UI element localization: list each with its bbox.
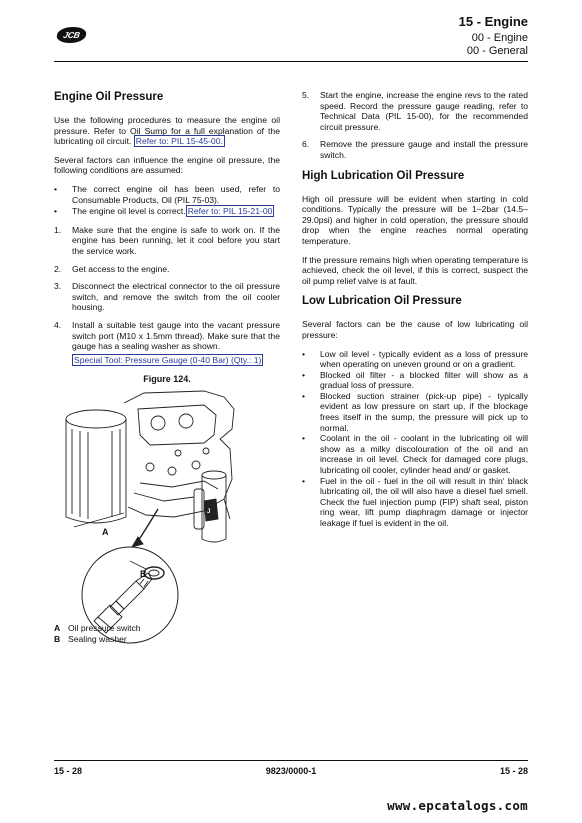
special-tool-link[interactable]: Special Tool: Pressure Gauge (0-40 Bar) (Qty.: 1) [74,354,262,365]
jcb-logo: JCB [55,27,87,43]
oil-filter-icon [66,410,126,523]
procedure-steps [54,225,280,367]
right-column [302,90,528,537]
link-pil-15-21-00[interactable]: Refer to: PIL 15-21-00 [187,206,273,217]
list-item: 1. Make sure that the engine is safe to work on. If the engine has been running, let it cool before you start the service work. [54,224,280,256]
subsection-title: 00 - Engine [471,32,528,44]
legend-item: A Oil pressure switch [54,622,141,633]
procedure-steps-continued [302,90,528,161]
list-item: 2. Get access to the engine. [54,263,170,274]
list-item: 6. Remove the pressure gauge and install the pressure switch. [302,139,528,160]
sealing-washer-icon [144,567,164,579]
engine-oil-pressure-heading: Engine Oil Pressure [54,91,164,103]
watermark-url: www.epcatalogs.com [387,798,528,813]
list-item: • Blocked oil filter - a blocked filter will show as a gradual loss of pressure. [302,369,528,391]
low-pressure-intro: Several factors can be the cause of low lubricating oil pressure: [302,319,528,340]
low-pressure-causes [302,349,528,529]
assumptions-list [54,184,280,217]
high-oil-pressure-heading: High Lubrication Oil Pressure [302,169,465,182]
detail-circle [82,547,178,643]
document-number: 9823/0000-1 [265,766,317,776]
oil-pressure-switch-illustration [54,389,280,689]
list-item: 5. Start the engine, increase the engine revs to the rated speed. Record the pressure gauge reading, refer to Technical Data (PIL 15-00), for the recommended circuit pressure. [302,90,528,132]
list-item: • Low oil level - typically evident as a loss of pressure when operating on uneven ground or on a gradient. [302,348,528,370]
left-column [54,90,280,646]
footer-divider [54,760,528,761]
figure-label-b: B [140,568,147,579]
leader-line-b [130,561,146,569]
factors-paragraph: Several factors can influence the engine oil pressure, the following conditions are assumed: [54,154,280,176]
list-item: 4. Install a suitable test gauge into the vacant pressure switch port (M10 x 1.5mm thread). Make sure that the gauge has a sealing washer as shown. Special Tool: Pressure Gauge (0-40 Bar) (Qty.: 1) [54,319,280,365]
list-item: • Fuel in the oil - fuel in the oil will result in thin' black lubricating oil, the oil will also have a diesel fuel smell. Check the fuel injection pump (FIP) shaft seal, piston ring wear, lift pump diaphragm damage or injector leakage if fuel is evident in the oil. [302,475,528,528]
intro-paragraph: Use the following procedures to measure the engine oil pressure. Refer to Oil Sump for a full explanation of the lubricating oil circuit. Refer to: PIL 15-45-00. [54,115,280,147]
engine-block-icon [124,391,234,519]
page-number-left: 15 - 28 [54,766,83,776]
figure-label-a: A [102,526,109,537]
list-item: • Blocked suction strainer (pick-up pipe) - typically evident as low pressure on start up, if the blockage frees itself in the sump, the pressure will pick up to normal. [302,390,528,433]
list-item: • Coolant in the oil - coolant in the lubricating oil will show as a milky discolouration of the oil and an increase in oil level. Check for damaged core plugs, lubricating oil cooler, cylinder head and/ or gasket. [302,433,528,476]
page-number-right: 15 - 28 [499,766,528,776]
list-item: • The engine oil level is correct. Refer to: PIL 15-21-00 [54,206,273,217]
low-oil-pressure-heading: Low Lubrication Oil Pressure [302,295,462,308]
figure-title: Figure 124. [143,374,191,385]
list-item: • The correct engine oil has been used, refer to Consumable Products, Oil (PIL 75-03). [54,183,280,205]
figure-124 [54,389,280,689]
legend-item: B Sealing washer [54,634,127,645]
link-pil-15-45-00[interactable]: Refer to: PIL 15-45-00. [135,136,223,147]
list-item: 3. Disconnect the electrical connector to the oil pressure switch, and remove the switch from the oil cooler housing. [54,281,280,313]
subsection-title-2: 00 - General [466,45,528,57]
svg-text:J: J [207,508,211,515]
oil-pressure-switch-icon [94,573,152,633]
header-divider [54,61,528,62]
high-pressure-paragraph-2: If the pressure remains high when operating temperature is achieved, check the oil level, if this is correct, suspect the oil pump relief valve is at fault. [302,254,528,286]
section-title: 15 - Engine [458,14,528,29]
high-pressure-paragraph-1: High oil pressure will be evident when starting in cold conditions. Typically the pressure will be 1–2bar (14.5–29.0psi) and higher in cold operation, the pressure should drop when the engine reaches normal operating temperature. [302,193,528,246]
